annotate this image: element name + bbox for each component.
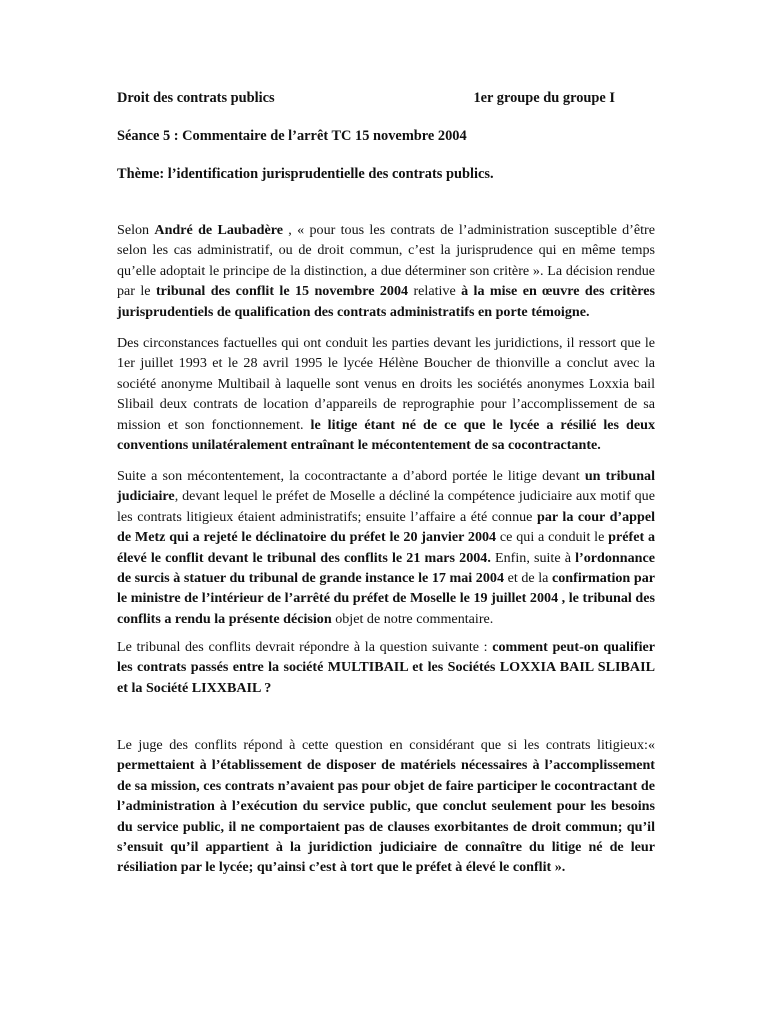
bold-text: permettaient à l’établissement de disposer de matériels nécessaires à l’accomplissement de sa mission, ces contrats n’avaient pas pour objet de faire participer le cocontractant de l’administration à l’exécution du service public, que conclut seulement pour les besoins du service public, il ne comportaient pas de clauses exorbitantes de droit commun; qu’il s’ensuit qu’il appartient à la juridiction judiciaire de connaître du litige né de leur résiliation par le lycée; qu’ainsi c’est à tort que le préfet à élevé le conflit ». [117,757,655,876]
bold-text: André de Laubadère [154,222,283,238]
bold-text: à la mise en œuvre des critères jurisprudentiels de qualification des contrats administratifs en porte témoigne. [117,283,655,320]
text-run: objet de notre commentaire. [331,610,494,627]
text-run: , devant lequel le préfet de Moselle a décliné la compétence judiciaire aux motif que les contrats litigieux étaient administratifs; ensuite l’affaire a été connue [117,488,655,525]
bold-text: tribunal des conflit le 15 novembre 2004 [155,283,409,300]
text-run: relative [408,283,462,300]
paragraph-intro [117,220,655,322]
bold-text: l’ordonnance de surcis à statuer du tribunal de grande instance le 17 mai 2004 [117,549,655,587]
text-run: Des circonstances factuelles qui ont conduit les parties devant les juridictions, il ressort que le 1er juillet 1993 et le 28 avril 1995 le lycée Hélène Boucher de thionville a conclut avec la société anonyme Multibail à laquelle sont venus en droits les sociétés anonymes Loxxia bail Slibail deux contrats de location d’appareils de reprographie pour l’accomplissement de sa mission et son fonctionnement. [117,335,655,433]
paragraph-answer [117,735,655,878]
seance-title: Séance 5 : Commentaire de l’arrêt TC 15 novembre 2004 [117,128,467,144]
bold-text: préfet a élevé le conflit devant le tribunal des conflits le 21 mars 2004. [117,529,655,566]
theme-title: Thème: l’identification jurisprudentielle des contrats publics. [117,166,494,182]
header-row [117,89,656,107]
bold-text: le litige étant né de ce que le lycée a résilié les deux conventions unilatéralement entraînant le mécontentement de sa cocontractante. [117,416,655,454]
paragraph-facts [117,333,655,455]
text-run: Enfin, suite à [490,549,576,566]
paragraph-procedure [117,466,655,629]
text-run: Selon [117,222,155,238]
bold-text: comment peut-on qualifier les contrats passés entre la société MULTIBAIL et les Sociétés LOXXIA BAIL SLIBAIL et la Société LIXXBAIL ? [117,639,655,696]
text-run: ce qui a conduit le [496,529,609,546]
text-run: Suite a son mécontentement, la cocontractante a d’abord portée le litige devant [117,468,585,484]
bold-text: confirmation par le ministre de l’intérieur de l’arrêté du préfet de Moselle le 19 juillet 2004 , le tribunal des conflits a rendu la présente décision [117,570,655,627]
bold-text: par la cour d’appel de Metz qui a rejeté le déclinatoire du préfet le 20 janvier 2004 [117,508,655,546]
text-run: , « pour tous les contrats de l’administration susceptible d’être selon les cas administratif, ou de droit commun, c’est la jurisprudence qui en même temps qu’elle adoptait le principe de la distinction, a due déterminer son critère ». La décision rendue par le [117,222,655,300]
text-run: et de la [504,570,552,587]
paragraph-question [117,637,655,698]
course-title: Droit des contrats publics [117,90,275,106]
text-run: Le tribunal des conflits devrait répondre à la question suivante : [117,639,493,655]
bold-text: un tribunal judiciaire [117,468,655,505]
text-run: Le juge des conflits répond à cette question en considérant que si les contrats litigieux:« [117,737,655,753]
group-label: 1er groupe du groupe I [473,90,615,106]
